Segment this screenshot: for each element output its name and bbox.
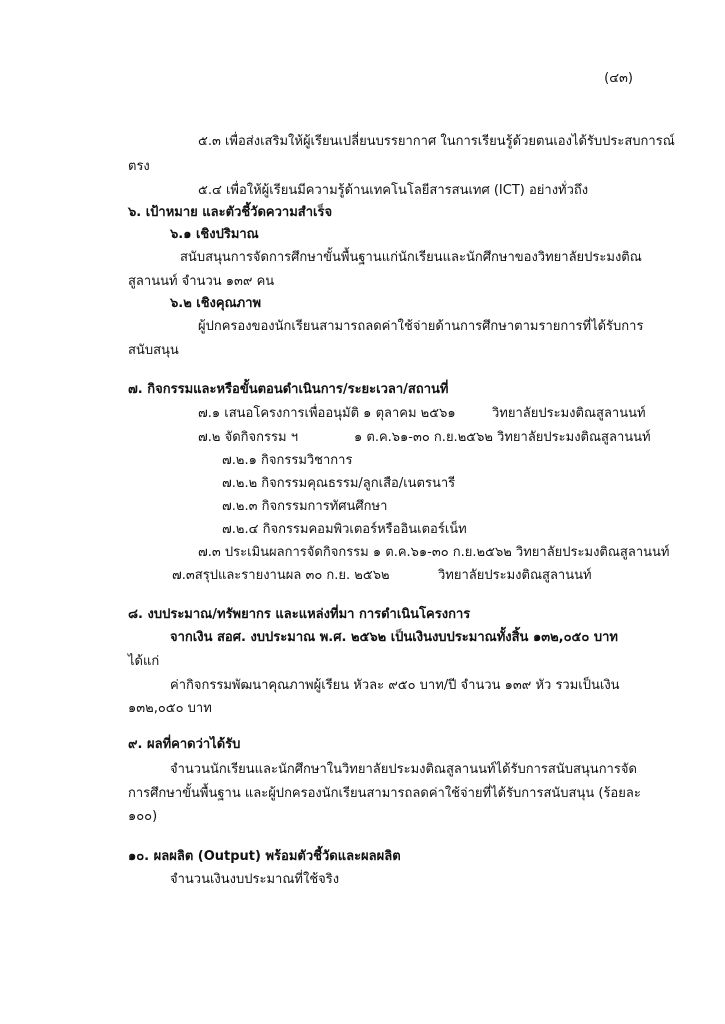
section6-quantity-heading: ๖.๑ เชิงปริมาณ bbox=[170, 227, 259, 242]
objective-5-4: ๕.๔ เพื่อให้ผู้เรียนมีความรู้ด้านเทคโนโลยีสารสนเทศ (ICT) อย่างทั่วถึง bbox=[198, 183, 589, 198]
objective-5-3-line1: ๕.๓ เพื่อส่งเสริมให้ผู้เรียนเปลี่ยนบรรยากาศ ในการเรียนรู้ด้วยตนเองได้รับประสบการณ์ bbox=[198, 134, 675, 149]
section8-funding-line2: ได้แก่ bbox=[128, 654, 160, 669]
section7-item-7-1: ๗.๑ เสนอโครงการเพื่ออนุมัติ ๑ ตุลาคม ๒๕๖๑ bbox=[198, 406, 456, 421]
section6-quantity-line1: สนับสนุนการจัดการศึกษาขั้นพื้นฐานแก่นักเรียนและนักศึกษาของวิทยาลัยประมงติณ bbox=[180, 250, 642, 265]
section7-item-7-2-date: ๑ ต.ค.๖๑-๓๐ ก.ย.๒๕๖๒ วิทยาลัยประมงติณสูลานนท์ bbox=[354, 430, 651, 445]
section6-quality-line1: ผู้ปกครองของนักเรียนสามารถลดค่าใช้จ่ายด้านการศึกษาตามรายการที่ได้รับการ bbox=[198, 319, 644, 334]
section8-funding-line: จากเงิน สอศ. งบประมาณ พ.ศ. ๒๕๖๒ เป็นเงินงบประมาณทั้งสิ้น ๑๓๒,๐๕๐ บาท bbox=[170, 630, 618, 645]
section7-item-7-1-place: วิทยาลัยประมงติณสูลานนท์ bbox=[492, 406, 646, 421]
section8-cost-line2: ๑๓๒,๐๕๐ บาท bbox=[128, 701, 212, 716]
activity-item: ๗.๒.๑ กิจกรรมวิชาการ bbox=[222, 453, 353, 468]
objective-5-3-line2: ตรง bbox=[128, 159, 150, 174]
section9-line2: การศึกษาขั้นพื้นฐาน และผู้ปกครองนักเรียนสามารถลดค่าใช้จ่ายที่ได้รับการสนับสนุน (ร้อยละ bbox=[128, 786, 641, 801]
section6-quantity-line2: สูลานนท์ จำนวน ๑๓๙ คน bbox=[128, 274, 275, 289]
activity-item: ๗.๒.๔ กิจกรรมคอมพิวเตอร์หรืออินเตอร์เน็ท bbox=[222, 522, 467, 537]
section7-item-7-3b-place: วิทยาลัยประมงติณสูลานนท์ bbox=[438, 568, 592, 583]
section6-quality-heading: ๖.๒ เชิงคุณภาพ bbox=[170, 296, 262, 311]
section9-heading: ๙. ผลที่คาดว่าได้รับ bbox=[128, 737, 241, 752]
activity-item: ๗.๒.๓ กิจกรรมการทัศนศึกษา bbox=[222, 499, 388, 514]
section10-line1: จำนวนเงินงบประมาณที่ใช้จริง bbox=[170, 872, 340, 887]
section8-cost-line1: ค่ากิจกรรมพัฒนาคุณภาพผู้เรียน หัวละ ๙๕๐ บาท/ปี จำนวน ๑๓๙ หัว รวมเป็นเงิน bbox=[170, 678, 620, 693]
section9-line3: ๑๐๐) bbox=[128, 809, 158, 824]
section6-quality-line2: สนับสนุน bbox=[128, 343, 179, 358]
section7-heading: ๗. กิจกรรมและหรือขั้นตอนดำเนินการ/ระยะเวลา/สถานที่ bbox=[128, 382, 449, 397]
section10-heading: ๑๐. ผลผลิต (Output) พร้อมตัวชี้วัดและผลผลิต bbox=[128, 849, 401, 864]
page-number: (๔๓) bbox=[604, 71, 633, 86]
section7-item-7-3a: ๗.๓ ประเมินผลการจัดกิจกรรม ๑ ต.ค.๖๑-๓๐ ก.ย.๒๕๖๒ วิทยาลัยประมงติณสูลานนท์ bbox=[198, 545, 670, 560]
section8-heading: ๘. งบประมาณ/ทรัพยากร และแหล่งที่มา การดำเนินโครงการ bbox=[128, 607, 471, 622]
section7-item-7-2: ๗.๒ จัดกิจกรรม ฯ bbox=[198, 430, 298, 445]
activity-item: ๗.๒.๒ กิจกรรมคุณธรรม/ลูกเสือ/เนตรนารี bbox=[222, 476, 456, 491]
section9-line1: จำนวนนักเรียนและนักศึกษาในวิทยาลัยประมงติณสูลานนท์ได้รับการสนับสนุนการจัด bbox=[170, 762, 637, 777]
section7-item-7-3b: ๗.๓สรุปและรายงานผล ๓๐ ก.ย. ๒๕๖๒ bbox=[172, 568, 390, 583]
section6-heading: ๖. เป้าหมาย และตัวชี้วัดความสำเร็จ bbox=[128, 205, 333, 220]
